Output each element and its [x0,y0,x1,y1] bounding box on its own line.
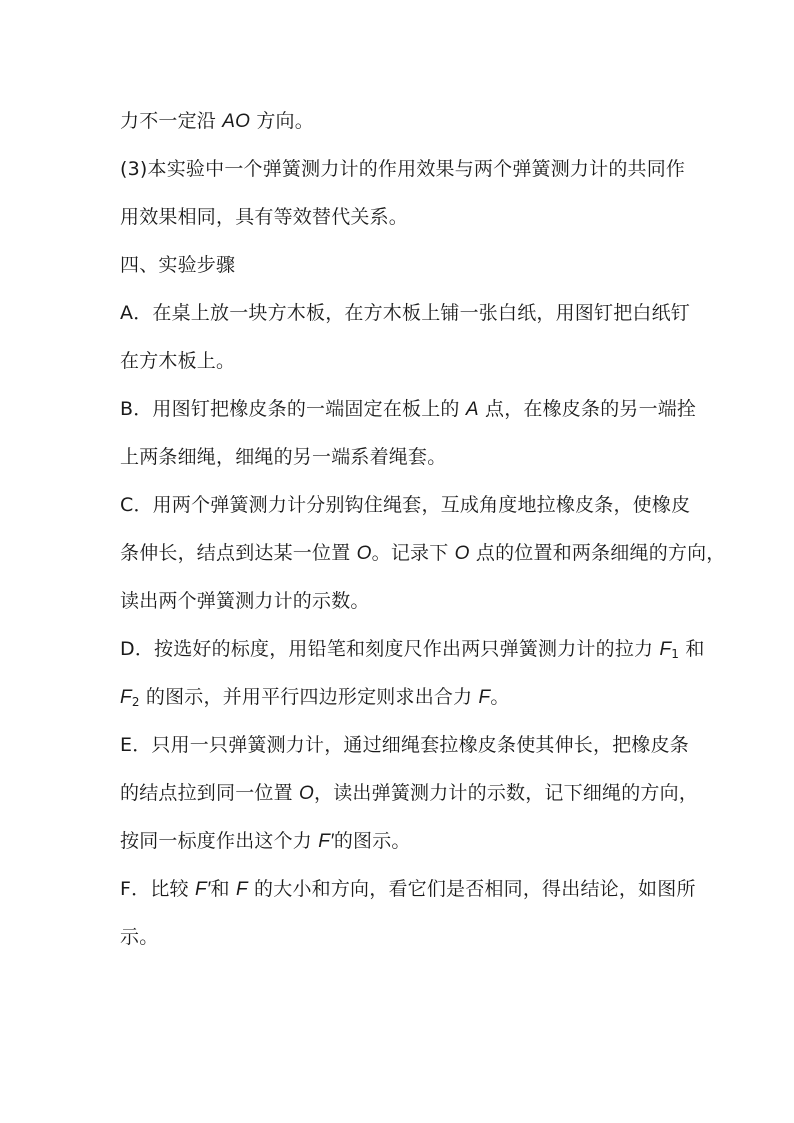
text-line: 的结点拉到同一位置 O，读出弹簧测力计的示数，记下细绳的方向， [120,782,699,804]
text-line: 四、实验步骤 [120,254,236,276]
math-symbol: F [120,687,132,708]
subscript: 1 [671,647,680,661]
math-symbol: F′ [318,831,334,852]
text-line: B．用图钉把橡皮条的一端固定在板上的 A 点，在橡皮条的另一端拴 [120,398,697,420]
paragraph-stepA [120,289,690,385]
math-symbol: A [465,399,479,420]
math-symbol: F [659,639,672,660]
math-symbol: AO [222,111,251,132]
text-line: F．比较 F′和 F 的大小和方向，看它们是否相同，得出结论，如图所 [120,878,696,900]
paragraph-stepE [120,721,699,865]
paragraph-stepF [120,865,696,961]
text-line: E．只用一只弹簧测力计，通过细绳套拉橡皮条使其伸长，把橡皮条 [120,734,690,756]
math-symbol: O [299,783,315,804]
text-line: 读出两个弹簧测力计的示数。 [120,590,370,612]
text-line: 用效果相同，具有等效替代关系。 [120,206,409,228]
text-line: $F_2$ 的图示，并用平行四边形定则求出合力 F。 [120,686,510,709]
text-line: A．在桌上放一块方木板，在方木板上铺一张白纸，用图钉把白纸钉 [120,302,690,324]
text-line: D．按选好的标度，用铅笔和刻度尺作出两只弹簧测力计的拉力 $F_1$ 和 [120,638,705,661]
text-line: (3)本实验中一个弹簧测力计的作用效果与两个弹簧测力计的共同作 [120,158,686,180]
text-line: 按同一标度作出这个力 F′的图示。 [120,830,411,852]
text-line: 在方木板上。 [120,350,236,372]
paragraph-stepB [120,385,697,481]
text-line: C．用两个弹簧测力计分别钩住绳套，互成角度地拉橡皮条，使橡皮 [120,494,691,516]
text-line: 示。 [120,926,159,948]
text-line: 上两条细绳，细绳的另一端系着绳套。 [120,446,447,468]
math-symbol: O [356,543,372,564]
paragraph-stepC [120,481,726,625]
paragraph-stepD [120,625,705,721]
paragraph-heading [120,241,680,289]
document-body [120,97,726,961]
paragraph-p1 [120,97,680,145]
math-symbol: O [454,543,470,564]
text-line: 条伸长，结点到达某一位置 O。记录下 O 点的位置和两条细绳的方向， [120,542,726,564]
paragraph-p2 [120,145,686,241]
math-symbol: F′ [194,879,211,900]
text-line: 力不一定沿 AO 方向。 [120,110,314,132]
math-symbol: F [478,687,491,708]
subscript: 2 [131,695,140,709]
math-symbol: F [236,879,248,900]
